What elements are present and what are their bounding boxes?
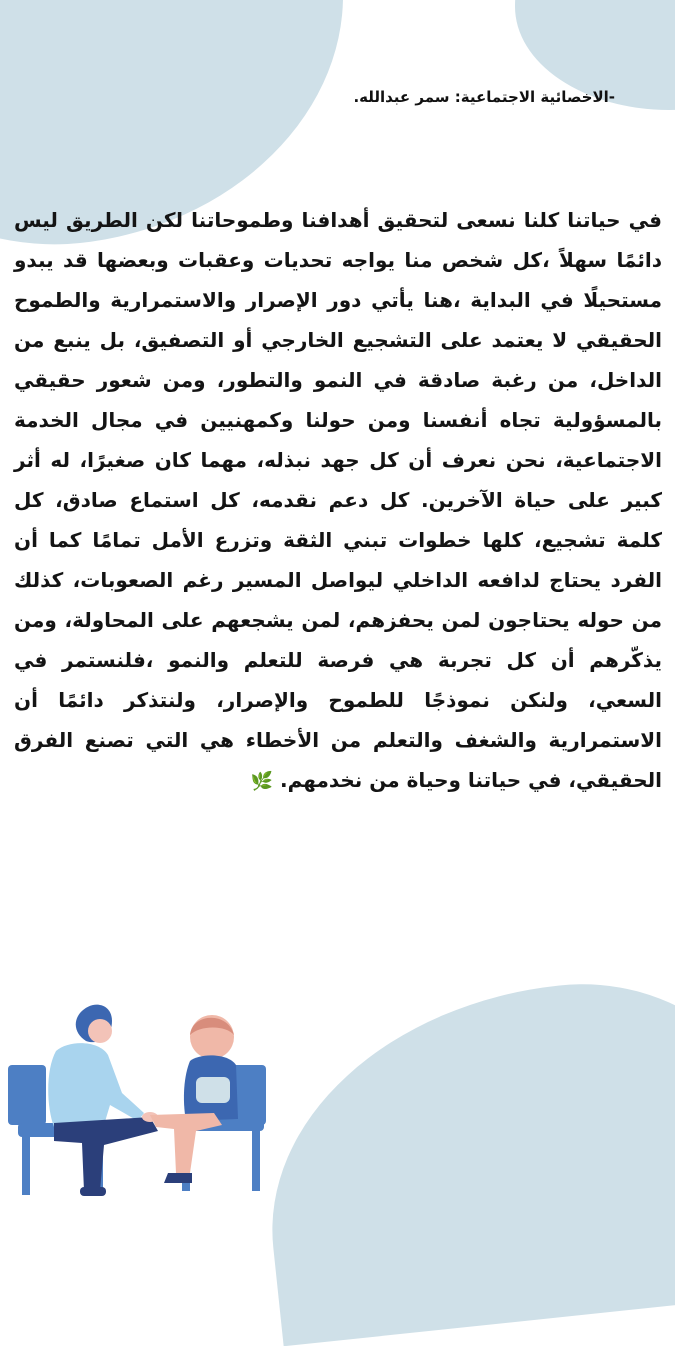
body-text: في حياتنا كلنا نسعى لتحقيق أهدافنا وطموحاتنا لكن الطريق ليس دائمًا سهلاً ،كل شخص منا يواجه تحديات وعقبات وبعضها قد يبدو مستحيلًا في البداية ،هنا يأتي دور الإصرار والاستمرارية والطموح الحقيقي لا يعتمد على التشجيع الخارجي أو التصفيق، بل ينبع من الداخل، من رغبة صادقة في النمو والتطور، ومن شعور حقيقي بالمسؤولية تجاه أنفسنا ومن حولنا وكمهنيين في مجال الخدمة الاجتماعية، نحن نعرف أن كل جهد نبذله، مهما كان صغيرًا، له أثر كبير على حياة الآخرين. كل دعم نقدمه، كل استماع صادق، كل كلمة تشجيع، كلها خطوات تبني الثقة وتزرع الأمل تمامًا كما أن الفرد يحتاج لدافعه الداخلي ليواصل المسير رغم الصعوبات، كذلك من حوله يحتاجون لمن يحفزهم، لمن يشجعهم على المحاولة، ومن يذكّرهم أن كل تجربة هي فرصة للتعلم والنمو ،فلنستمر في السعي، ولنكن نموذجًا للطموح والإصرار، ولنتذكر دائمًا أن الاستمرارية والشغف والتعلم من الأخطاء هي التي تصنع الفرق الحقيقي، في حياتنا وحياة من نخدمهم. xyxy=(14,208,662,792)
leaf-icon: 🌿 xyxy=(250,771,273,792)
body-paragraph xyxy=(14,200,662,802)
child-figure xyxy=(150,1015,238,1183)
author-line: -الاخصائية الاجتماعية: سمر عبدالله. xyxy=(353,88,615,106)
counselor-with-child-illustration xyxy=(0,995,300,1200)
counselor-figure xyxy=(48,1005,158,1196)
background-blob-bottom-right xyxy=(249,964,675,1346)
